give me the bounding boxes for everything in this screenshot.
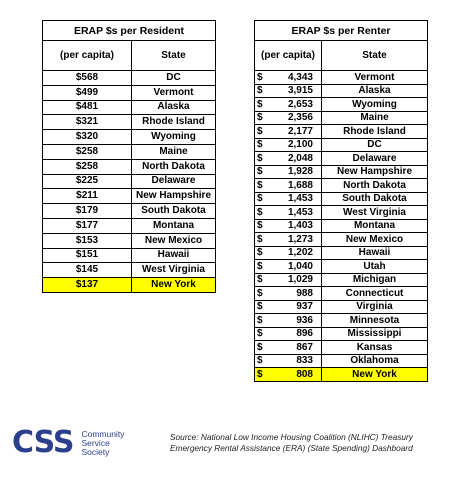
renter-currency: $ (255, 219, 272, 233)
renter-col-per-capita: (per capita) (255, 41, 322, 71)
renter-state: Utah (322, 260, 428, 274)
resident-row (43, 248, 216, 263)
renter-value: 867 (271, 341, 322, 355)
renter-table-title: ERAP $s per Renter (255, 21, 428, 41)
resident-value: $225 (43, 174, 132, 189)
resident-state: Maine (132, 144, 216, 159)
resident-state: New York (132, 278, 216, 293)
resident-state: New Hampshire (132, 189, 216, 204)
resident-value: $321 (43, 115, 132, 130)
renter-row (255, 98, 428, 112)
renter-state: Maine (322, 111, 428, 125)
resident-row (43, 159, 216, 174)
renter-row (255, 260, 428, 274)
resident-value: $179 (43, 204, 132, 219)
css-logo-mark (12, 425, 74, 460)
renter-row (255, 300, 428, 314)
css-logo-letters: CSS (12, 425, 74, 460)
renter-row (255, 125, 428, 139)
resident-table-title: ERAP $s per Resident (43, 21, 216, 41)
renter-currency: $ (255, 300, 272, 314)
resident-row (43, 174, 216, 189)
resident-row (43, 115, 216, 130)
renter-currency: $ (255, 368, 272, 382)
renter-col-state: State (322, 41, 428, 71)
renter-row (255, 246, 428, 260)
renter-value: 2,356 (271, 111, 322, 125)
renter-currency: $ (255, 138, 272, 152)
resident-value: $258 (43, 144, 132, 159)
renter-currency: $ (255, 125, 272, 139)
resident-row (43, 85, 216, 100)
renter-state: New York (322, 368, 428, 382)
renter-state: Hawaii (322, 246, 428, 260)
renter-row (255, 233, 428, 247)
resident-state: Wyoming (132, 130, 216, 145)
renter-value: 1,453 (271, 192, 322, 206)
resident-state: Alaska (132, 100, 216, 115)
renter-row (255, 219, 428, 233)
renter-currency: $ (255, 327, 272, 341)
renter-table-body (255, 71, 428, 382)
logo-line-community: Community (81, 428, 125, 439)
renter-currency: $ (255, 246, 272, 260)
renter-currency: $ (255, 179, 272, 193)
source-line-1: Source: National Low Income Housing Coalition (NLIHC) Treasury (170, 432, 413, 442)
renter-row (255, 273, 428, 287)
resident-row (43, 263, 216, 278)
renter-state: South Dakota (322, 192, 428, 206)
resident-state: North Dakota (132, 159, 216, 174)
resident-value: $320 (43, 130, 132, 145)
resident-value: $499 (43, 85, 132, 100)
logo-line-society: Society (81, 446, 110, 457)
resident-value: $177 (43, 218, 132, 233)
renter-value: 937 (271, 300, 322, 314)
renter-value: 1,273 (271, 233, 322, 247)
logo-line-service: Service (81, 437, 110, 448)
css-logo (12, 425, 125, 460)
resident-state: Hawaii (132, 248, 216, 263)
resident-value: $151 (43, 248, 132, 263)
resident-value: $258 (43, 159, 132, 174)
renter-row (255, 354, 428, 368)
renter-currency: $ (255, 354, 272, 368)
resident-state: Rhode Island (132, 115, 216, 130)
renter-value: 2,177 (271, 125, 322, 139)
resident-state: Vermont (132, 85, 216, 100)
renter-value: 1,688 (271, 179, 322, 193)
source-note (170, 432, 450, 454)
renter-value: 808 (271, 368, 322, 382)
renter-row (255, 314, 428, 328)
resident-table-body (43, 71, 216, 293)
renter-state: New Mexico (322, 233, 428, 247)
renter-value: 1,202 (271, 246, 322, 260)
renter-currency: $ (255, 192, 272, 206)
renter-currency: $ (255, 273, 272, 287)
renter-value: 833 (271, 354, 322, 368)
renter-state: West Virginia (322, 206, 428, 220)
resident-value: $481 (43, 100, 132, 115)
resident-value: $153 (43, 233, 132, 248)
renter-row (255, 192, 428, 206)
renter-state: Montana (322, 219, 428, 233)
resident-state: Montana (132, 218, 216, 233)
renter-currency: $ (255, 341, 272, 355)
renter-value: 1,403 (271, 219, 322, 233)
renter-row (255, 341, 428, 355)
renter-state: DC (322, 138, 428, 152)
renter-value: 936 (271, 314, 322, 328)
renter-value: 1,928 (271, 165, 322, 179)
renter-state: Vermont (322, 71, 428, 85)
resident-table (42, 20, 216, 293)
renter-currency: $ (255, 287, 272, 301)
renter-currency: $ (255, 165, 272, 179)
renter-state: Michigan (322, 273, 428, 287)
renter-value: 2,048 (271, 152, 322, 166)
renter-state: Virginia (322, 300, 428, 314)
renter-value: 1,453 (271, 206, 322, 220)
resident-row (43, 100, 216, 115)
renter-state: North Dakota (322, 179, 428, 193)
resident-row (43, 218, 216, 233)
renter-row (255, 327, 428, 341)
renter-currency: $ (255, 71, 272, 85)
resident-row (43, 189, 216, 204)
renter-row (255, 179, 428, 193)
css-logo-text (81, 430, 124, 457)
resident-col-per-capita: (per capita) (43, 41, 132, 71)
resident-state: DC (132, 71, 216, 86)
resident-row (43, 204, 216, 219)
renter-row (255, 152, 428, 166)
renter-value: 2,653 (271, 98, 322, 112)
resident-state: West Virginia (132, 263, 216, 278)
renter-row (255, 71, 428, 85)
renter-state: Minnesota (322, 314, 428, 328)
renter-state: Kansas (322, 341, 428, 355)
renter-state: Delaware (322, 152, 428, 166)
renter-value: 1,040 (271, 260, 322, 274)
renter-currency: $ (255, 314, 272, 328)
renter-currency: $ (255, 233, 272, 247)
renter-state: Rhode Island (322, 125, 428, 139)
renter-currency: $ (255, 152, 272, 166)
resident-state: New Mexico (132, 233, 216, 248)
source-line-2: Emergency Rental Assistance (ERA) (State Spending) Dashboard (170, 443, 413, 453)
resident-row (43, 233, 216, 248)
resident-row (43, 71, 216, 86)
renter-value: 1,029 (271, 273, 322, 287)
renter-currency: $ (255, 206, 272, 220)
resident-state: South Dakota (132, 204, 216, 219)
resident-col-state: State (132, 41, 216, 71)
renter-table (254, 20, 428, 382)
renter-state: Alaska (322, 84, 428, 98)
resident-row (43, 278, 216, 293)
resident-state: Delaware (132, 174, 216, 189)
renter-value: 988 (271, 287, 322, 301)
resident-value: $211 (43, 189, 132, 204)
renter-value: 4,343 (271, 71, 322, 85)
renter-row (255, 138, 428, 152)
renter-currency: $ (255, 111, 272, 125)
resident-value: $137 (43, 278, 132, 293)
renter-value: 896 (271, 327, 322, 341)
resident-value: $145 (43, 263, 132, 278)
renter-currency: $ (255, 84, 272, 98)
renter-row (255, 165, 428, 179)
renter-state: Connecticut (322, 287, 428, 301)
renter-value: 2,100 (271, 138, 322, 152)
renter-value: 3,915 (271, 84, 322, 98)
renter-currency: $ (255, 260, 272, 274)
resident-row (43, 144, 216, 159)
renter-row (255, 206, 428, 220)
renter-row (255, 84, 428, 98)
renter-row (255, 287, 428, 301)
renter-state: Mississippi (322, 327, 428, 341)
renter-state: New Hampshire (322, 165, 428, 179)
renter-state: Oklahoma (322, 354, 428, 368)
renter-state: Wyoming (322, 98, 428, 112)
resident-value: $568 (43, 71, 132, 86)
resident-row (43, 130, 216, 145)
renter-row (255, 368, 428, 382)
renter-row (255, 111, 428, 125)
renter-currency: $ (255, 98, 272, 112)
